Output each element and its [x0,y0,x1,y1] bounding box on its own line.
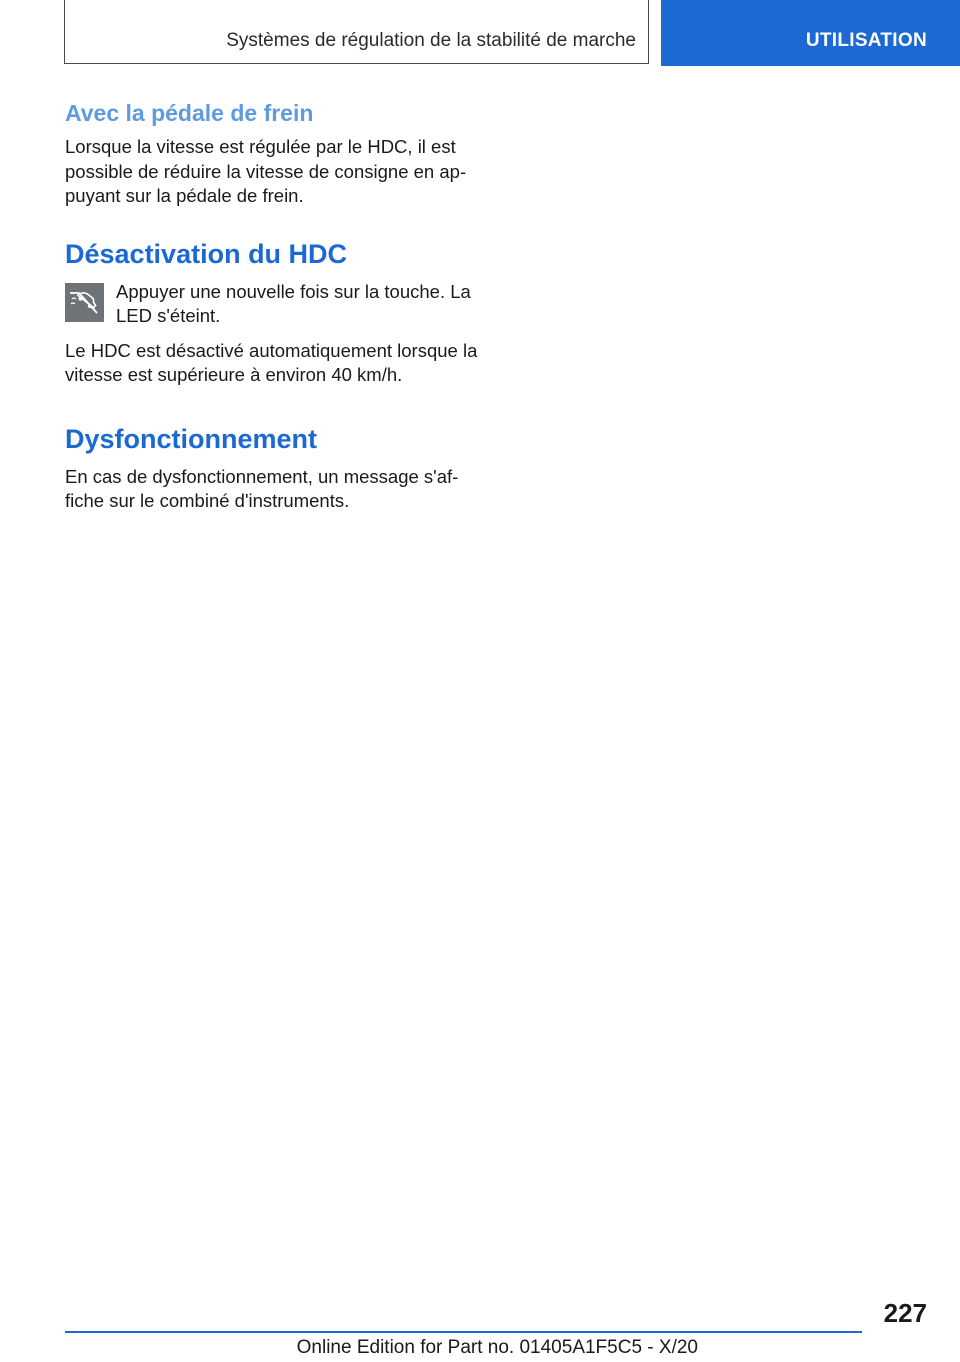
chapter-tab[interactable] [661,0,960,66]
main-content [65,100,485,514]
section-hdc-deactivation [65,239,485,388]
header-section-box [64,0,649,64]
page-number: 227 [883,1298,927,1328]
paragraph-malfunction: En cas de dysfonctionnement, un message s'affiche sur le combiné d'instruments. [65,465,459,511]
footer-edition-text: Online Edition for Part no. 01405A1F5C5 - X/20 [296,1337,698,1358]
heading-hdc-deactivation: Désactivation du HDC [65,238,348,269]
heading-malfunction: Dysfonctionnement [65,423,318,454]
paragraph-brake-pedal: Lorsque la vitesse est régulée par le HDC, il est possible de réduire la vitesse de consigne en appuyant sur la pédale de frein. [65,136,467,206]
chapter-tab-label: UTILISATION [805,30,927,51]
page-header [0,0,960,66]
header-section-title: Systèmes de régulation de la stabilité de marche [226,30,636,51]
footer-divider [65,1331,862,1333]
paragraph-icon-instruction: Appuyer une nouvelle fois sur la touche. La LED s'éteint. [116,280,471,326]
hdc-button-icon [65,283,104,322]
paragraph-hdc-auto-off: Le HDC est désactivé automatiquement lorsque la vitesse est supérieure à environ 40 km/h. [65,339,478,385]
section-brake-pedal [65,100,485,209]
heading-brake-pedal: Avec la pédale de frein [65,100,314,126]
section-malfunction [65,424,485,514]
icon-instruction-row [65,280,485,329]
